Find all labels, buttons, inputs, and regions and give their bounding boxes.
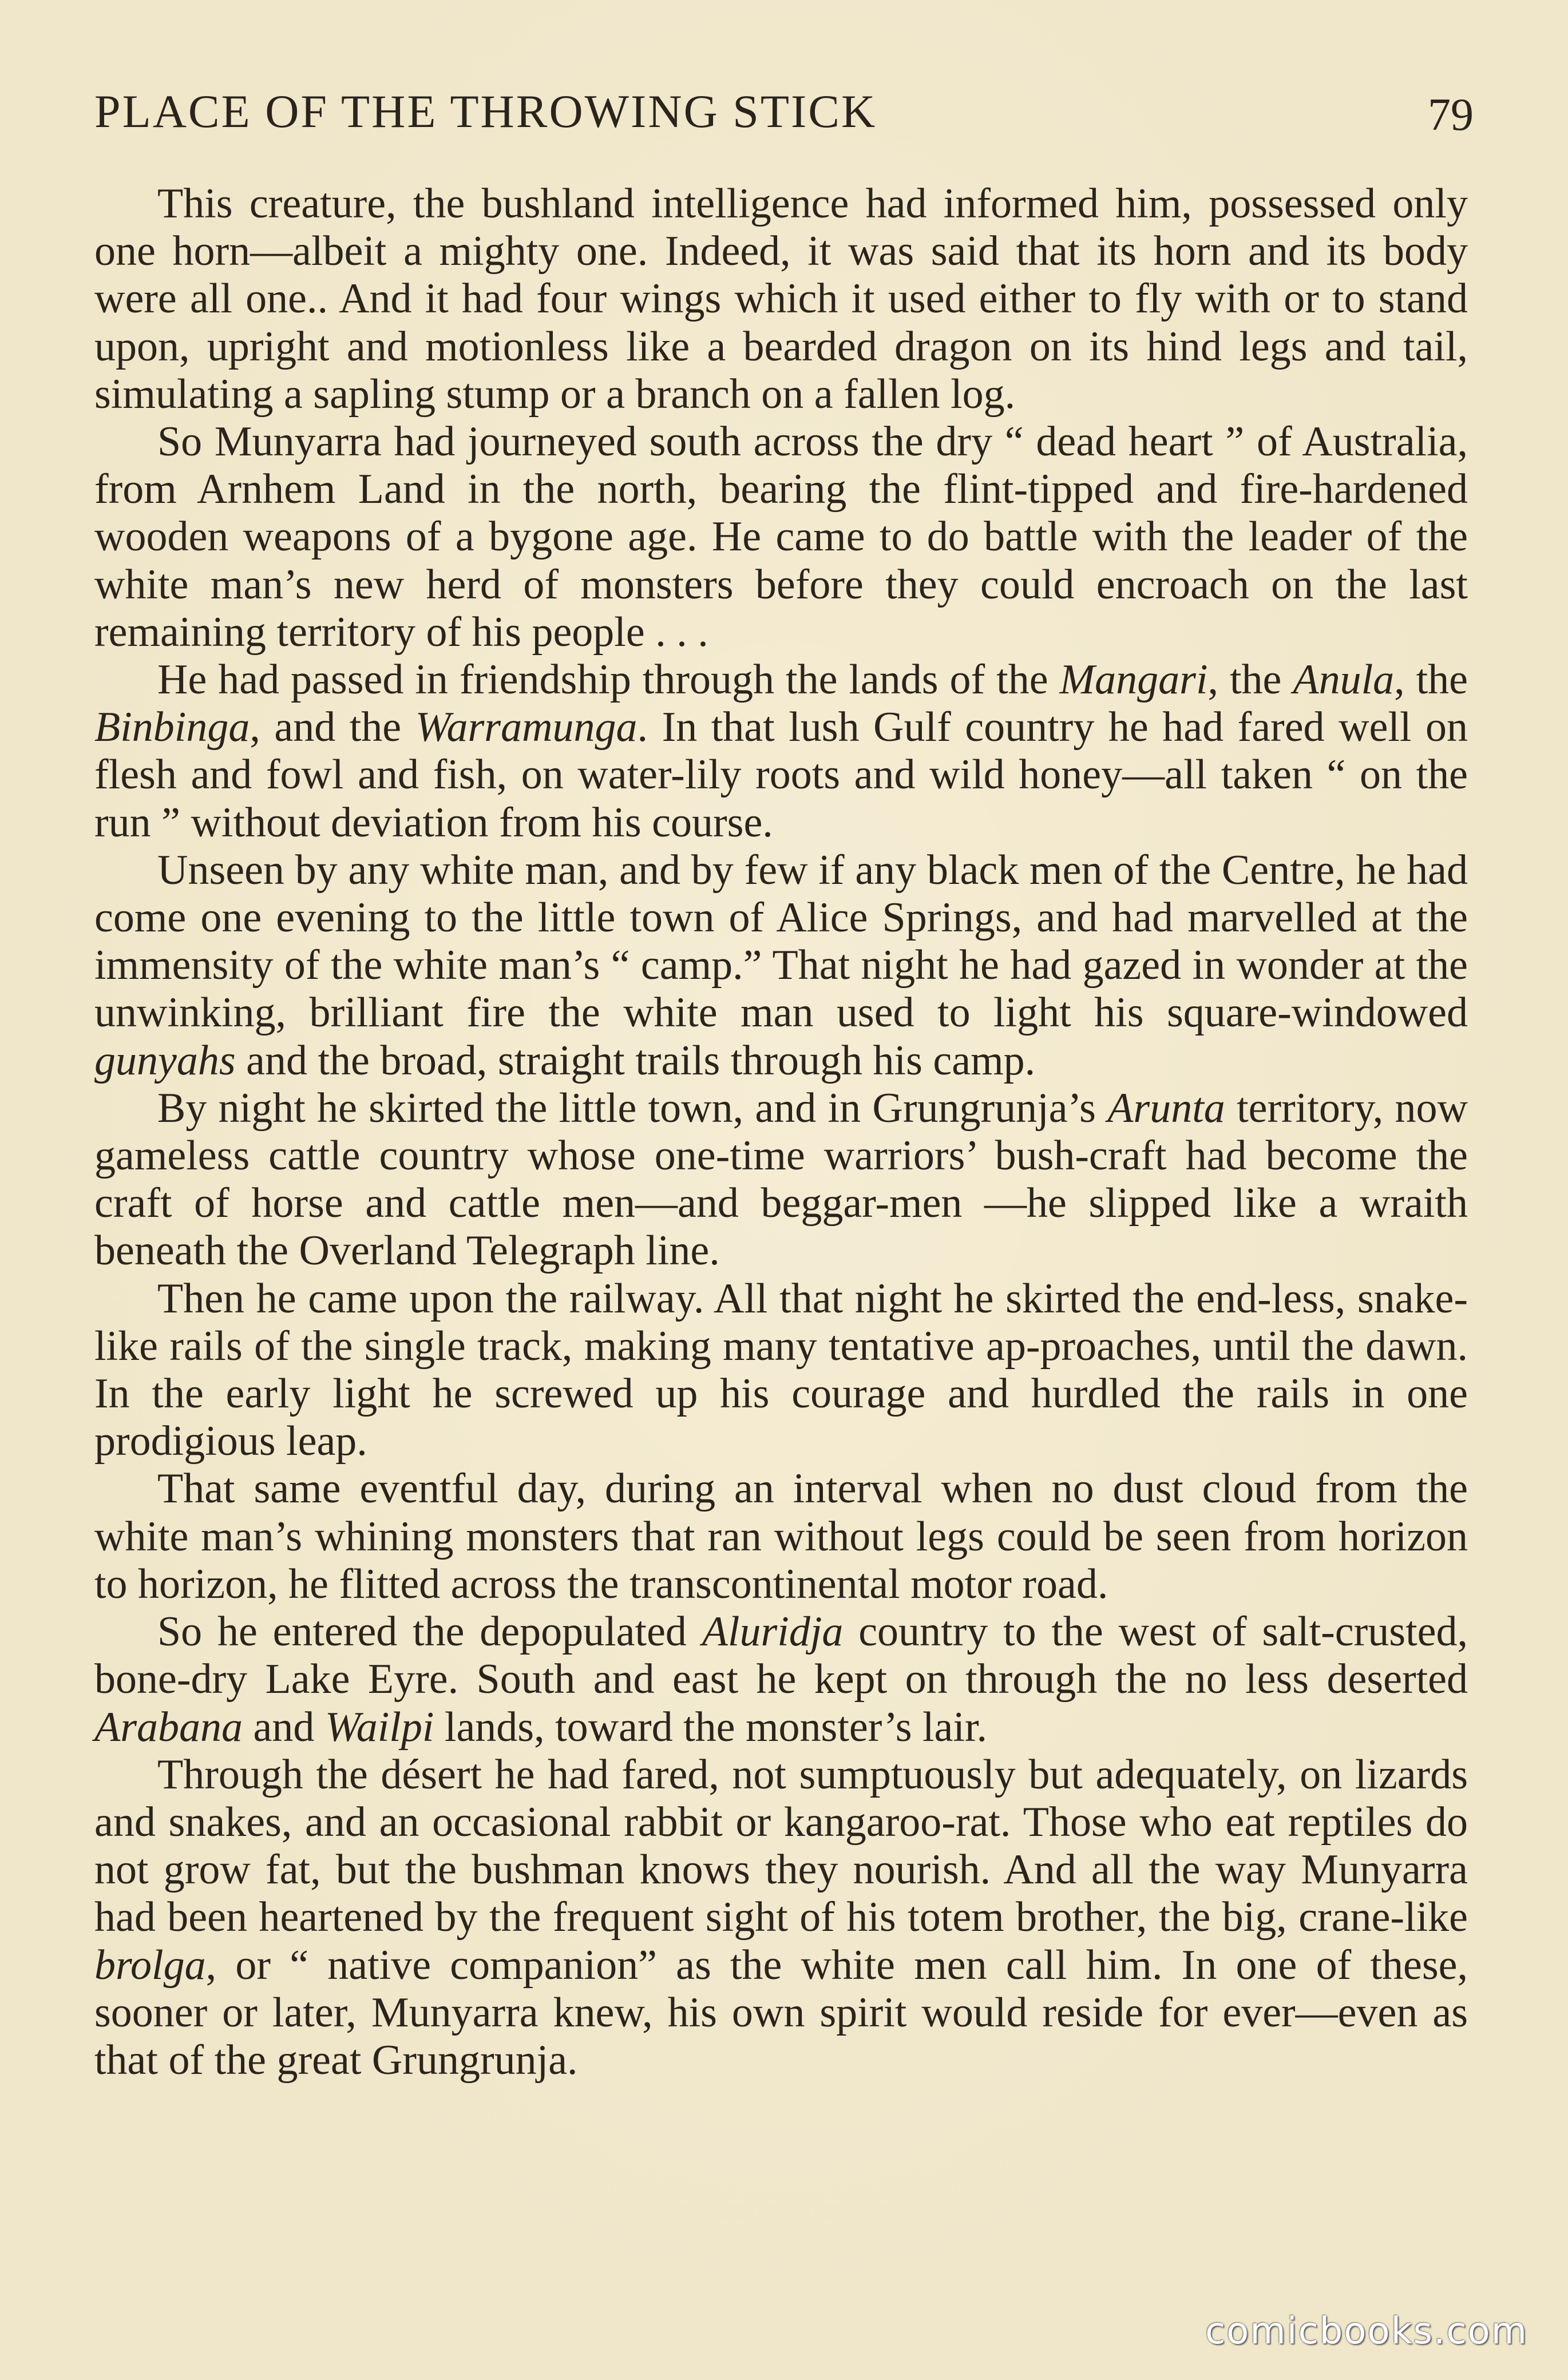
running-head xyxy=(94,85,1474,153)
italic-term: Aluridja xyxy=(702,1608,844,1656)
watermark: comicbooks.com xyxy=(1205,2310,1528,2353)
text-run: , the xyxy=(1207,656,1293,704)
paragraph xyxy=(94,1465,1468,1608)
text-run: . In that lush Gulf country he had fared well on flesh and fowl and fish, on water-lily roots and wild honey—all taken “ on the run ” without deviation from his course. xyxy=(94,704,1468,846)
running-title: PLACE OF THE THROWING STICK xyxy=(94,85,877,137)
italic-term: Binbinga xyxy=(94,704,250,751)
text-run: country to the west of salt-crusted, bone-dry Lake Eyre. South and east he kept on through the no less deserted xyxy=(94,1608,1468,1703)
paragraph xyxy=(94,1275,1468,1466)
text-run: and xyxy=(243,1703,325,1751)
text-run: , the xyxy=(1394,656,1468,704)
text-run: He had passed in friendship through the lands of the xyxy=(157,656,1060,704)
paragraph xyxy=(94,847,1468,1085)
text-run: By night he skirted the little town, and in Grungrunja’s xyxy=(157,1084,1108,1132)
body-text xyxy=(94,180,1468,2084)
paragraph xyxy=(94,418,1468,656)
text-run: , or “ native companion” as the white men call him. In one of these, sooner or later, Munyarra knew, his own spirit would reside for ever—even as that of the great Grungrunja. xyxy=(94,1941,1468,2084)
italic-term: brolga xyxy=(94,1941,206,1989)
text-run: Then he came upon the railway. All that night he skirted the end-less, snake-like rails of the single track, making many tentative ap-proaches, until the dawn. In the early light he screwed up his courage and hurdled the rails in one prodigious leap. xyxy=(94,1275,1468,1465)
paragraph xyxy=(94,656,1468,847)
italic-term: Warramunga xyxy=(415,704,638,751)
paragraph xyxy=(94,1085,1468,1275)
italic-term: Arunta xyxy=(1107,1084,1225,1132)
italic-term: Arabana xyxy=(94,1703,243,1751)
italic-term: gunyahs xyxy=(94,1037,236,1084)
text-run: Unseen by any white man, and by few if any black men of the Centre, he had come one evening to the little town of Alice Springs, and had marvelled at the immensity of the white man’s “ camp.” That night he had gazed in wonder at the unwinking, brilliant fire the white man used to light his square-windowed xyxy=(94,846,1468,1037)
text-run: and the broad, straight trails through his camp. xyxy=(235,1037,1036,1084)
italic-term: Mangari xyxy=(1059,656,1208,704)
text-run: , and the xyxy=(250,704,415,751)
text-run: This creature, the bushland intelligence had informed him, possessed only one horn—albeit a mighty one. Indeed, it was said that its horn and its body were all one.. And it had four wings which it used either to fly with or to stand upon, upright and motionless like a bearded dragon on its hind legs and tail, simulating a sapling stump or a branch on a fallen log. xyxy=(94,180,1468,418)
text-run: lands, toward the monster’s lair. xyxy=(434,1703,988,1751)
text-run: So he entered the depopulated xyxy=(157,1608,702,1656)
text-run: territory, now gameless cattle country whose one-time warriors’ bush-craft had become the craft of horse and cattle men—and beggar-men —he slipped like a wraith beneath the Overland Telegraph line. xyxy=(94,1084,1468,1275)
paragraph xyxy=(94,1751,1468,2084)
text-run: Through the désert he had fared, not sumptuously but adequately, on lizards and snakes, and an occasional rabbit or kangaroo-rat. Those who eat reptiles do not grow fat, but the bushman knows they nourish. And all the way Munyarra had been heartened by the frequent sight of his totem brother, the big, crane-like xyxy=(94,1751,1468,1941)
paragraph xyxy=(94,180,1468,418)
text-run: That same eventful day, during an interval when no dust cloud from the white man’s whining monsters that ran without legs could be seen from horizon to horizon, he flitted across the transcontinental motor road. xyxy=(94,1465,1468,1608)
italic-term: Wailpi xyxy=(324,1703,434,1751)
page-number: 79 xyxy=(1428,90,1474,140)
paragraph xyxy=(94,1608,1468,1751)
text-run: So Munyarra had journeyed south across the dry “ dead heart ” of Australia, from Arnhem Land in the north, bearing the flint-tipped and fire-hardened wooden weapons of a bygone age. He came to do battle with the leader of the white man’s new herd of monsters before they could encroach on the last remaining territory of his people . . . xyxy=(94,418,1468,656)
italic-term: Anula xyxy=(1293,656,1395,704)
